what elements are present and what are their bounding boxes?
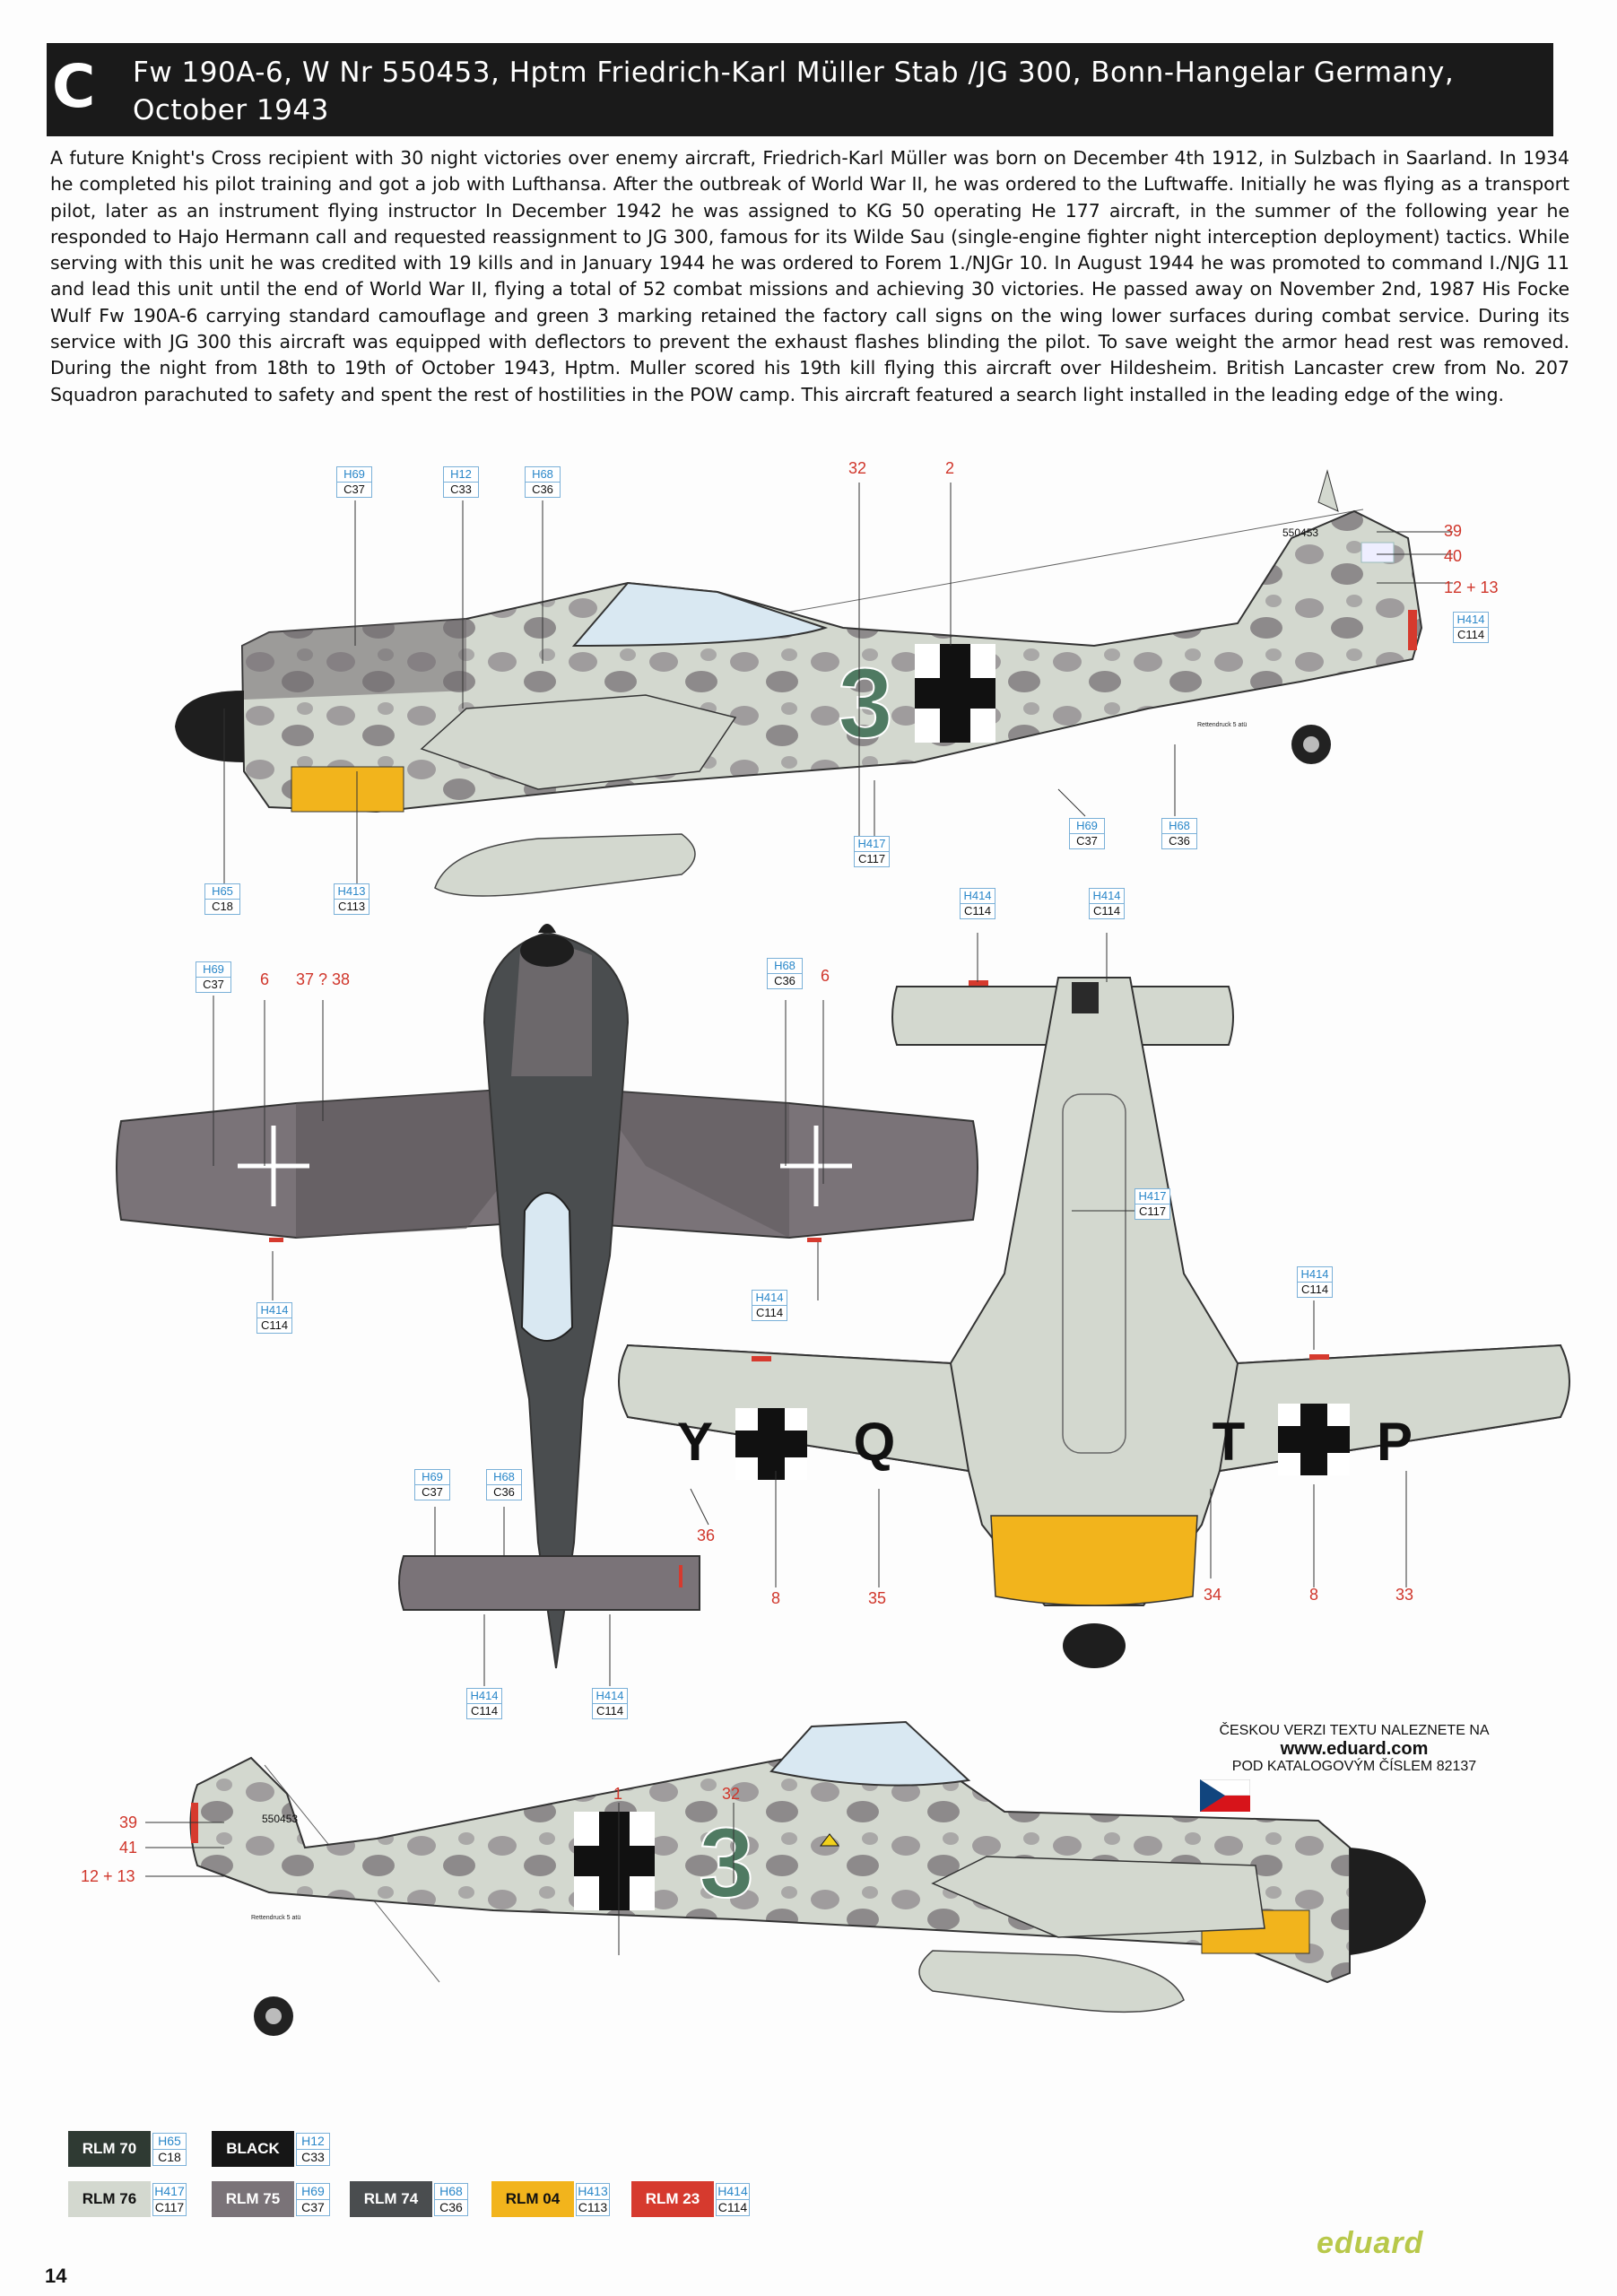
upper-canopy <box>522 1193 572 1341</box>
yellow-cowl <box>291 767 404 812</box>
werknummer-top: 550453 <box>1282 526 1319 539</box>
decal-number: 6 <box>260 970 270 988</box>
lower-fuselage-cross <box>574 1812 655 1910</box>
czech-flag-icon <box>1200 1779 1250 1812</box>
code-letter-y: Y <box>676 1412 714 1472</box>
decal-number: 33 <box>1395 1586 1414 1604</box>
code-letter-t: T <box>1212 1412 1246 1472</box>
plan-view-lower <box>619 978 1569 1668</box>
paint-callout: H68 C36 <box>1161 818 1197 849</box>
scheme-title: Fw 190A-6, W Nr 550453, Hptm Friedrich-Karl Müller Stab /JG 300, Bonn-Hangelar Germany, October 1943 <box>133 57 1455 126</box>
decal-number: 39 <box>119 1813 138 1831</box>
paint-callout: H414 C114 <box>1453 612 1489 643</box>
paint-callout: H68 C36 <box>486 1469 522 1500</box>
paint-callout: H69 C37 <box>336 466 372 498</box>
decal-number: 8 <box>771 1589 781 1607</box>
paint-callout: H413 C113 <box>334 883 369 915</box>
decal-number: 35 <box>868 1589 887 1607</box>
spinner <box>175 691 244 762</box>
paint-callout: H69 C37 <box>196 961 231 993</box>
lower-canopy <box>771 1722 969 1786</box>
czech-version-note: ČESKOU VERZI TEXTU NALEZNETE NA www.eduard.com POD KATALOGOVÝM ČÍSLEM 82137 <box>1184 1722 1525 1776</box>
paint-callout: H12 C33 <box>443 466 479 498</box>
decal-number: 6 <box>821 967 830 985</box>
svg-text:Rettendruck 5 atü: Rettendruck 5 atü <box>1197 722 1248 728</box>
fuselage-number: 3 <box>838 648 893 759</box>
decal-number: 32 <box>848 459 867 477</box>
decal-number: 36 <box>697 1526 716 1544</box>
paint-callout: H68 C36 <box>525 466 561 498</box>
paint-callout: H414 C114 <box>1089 888 1125 919</box>
paint-callout: H69 C37 <box>1069 818 1105 849</box>
eduard-link[interactable]: www.eduard.com <box>1280 1739 1429 1759</box>
code-letter-p: P <box>1376 1412 1413 1472</box>
lower-drop-tank <box>919 1951 1184 2012</box>
lower-yellow-cowl <box>991 1516 1197 1605</box>
history-paragraph: A future Knight's Cross recipient with 30 night victories over enemy aircraft, Friedrich-Karl Müller was born on December 4th 1912, in Sulzbach in Saarland. In 1934 he completed his pilot training and got a job with Lufthansa. After the outbreak of World War II, he was ordered to the Luftwaffe. Initially he was flying as a transport pilot, later as an instrument flying instructor In December 1942 he was assigned to KG 50 operating He 177 aircraft, in the summer of the following year he responded to Hajo Hermann call and requested reassignment to JG 300, famous for its Wilde Sau (single-engine fighter night interception deployment) tactics. While serving with this unit he was credited with 19 kills and in January 1944 he was ordered to Forem 1./NJGr 10. In August 1944 he was promoted to command I./NJG 11 and lead this unit until the end of World War II, flying a total of 52 combat missions and achieving 30 victories. He passed away on November 2nd, 1987 His Focke Wulf Fw 190A-6 carrying standard camouflage and green 3 marking retained the factory call signs on the wing lower surfaces during combat service. During its service with JG 300 this aircraft was equipped with deflectors to prevent the exhaust flashes blinding the pilot. To save weight the armor head rest was removed. During the night from 18th to 19th of October 1943, Hptm. Muller scored his 19th kill flying this aircraft over Hildesheim. British Lancaster crew from No. 207 Squadron parachuted to safety and spent the rest of hostilities in the POW camp. This aircraft featured a search light installed in the leading edge of the wing. <box>50 147 1569 405</box>
decal-number: 41 <box>119 1839 138 1857</box>
decal-number: 40 <box>1444 547 1463 565</box>
eduard-logo: eduard <box>1317 2226 1424 2260</box>
decal-number: 37 ? 38 <box>296 970 351 988</box>
decal-number: 2 <box>945 459 955 477</box>
paint-callout: H414 C114 <box>960 888 995 919</box>
paint-callout: H414 C114 <box>466 1688 502 1719</box>
decal-number: 1 <box>613 1785 623 1803</box>
paint-callout: H417 C117 <box>854 836 890 867</box>
code-letter-q: Q <box>853 1412 896 1472</box>
drop-tank <box>435 834 695 896</box>
fuselage-cross <box>915 644 995 743</box>
paint-callout: H69 C37 <box>414 1469 450 1500</box>
paint-callout: H414 C114 <box>752 1290 787 1321</box>
decal-number: 32 <box>722 1785 741 1803</box>
paint-callout: H414 C114 <box>256 1302 292 1334</box>
side-profile-top <box>175 471 1421 896</box>
paint-callout: H414 C114 <box>592 1688 628 1719</box>
plan-view-upper <box>117 924 978 1668</box>
paint-callout: H65 C18 <box>204 883 240 915</box>
svg-text:Rettendruck 5 atü: Rettendruck 5 atü <box>251 1915 301 1921</box>
upper-tailplane <box>399 1556 700 1610</box>
paint-callout: H417 C117 <box>1135 1188 1170 1220</box>
paint-callout: H414 C114 <box>1297 1266 1333 1298</box>
paint-callout: H68 C36 <box>767 958 803 989</box>
decal-number: 12 + 13 <box>1444 578 1499 596</box>
decal-number: 39 <box>1444 522 1463 540</box>
page-number: 14 <box>45 2265 67 2287</box>
lower-fuselage-number: 3 <box>699 1808 754 1918</box>
scheme-letter: C <box>52 52 96 121</box>
decal-number: 8 <box>1309 1586 1319 1604</box>
decal-number: 34 <box>1204 1586 1222 1604</box>
decal-number: 12 + 13 <box>81 1867 135 1885</box>
werknummer-bottom: 550453 <box>262 1813 299 1825</box>
